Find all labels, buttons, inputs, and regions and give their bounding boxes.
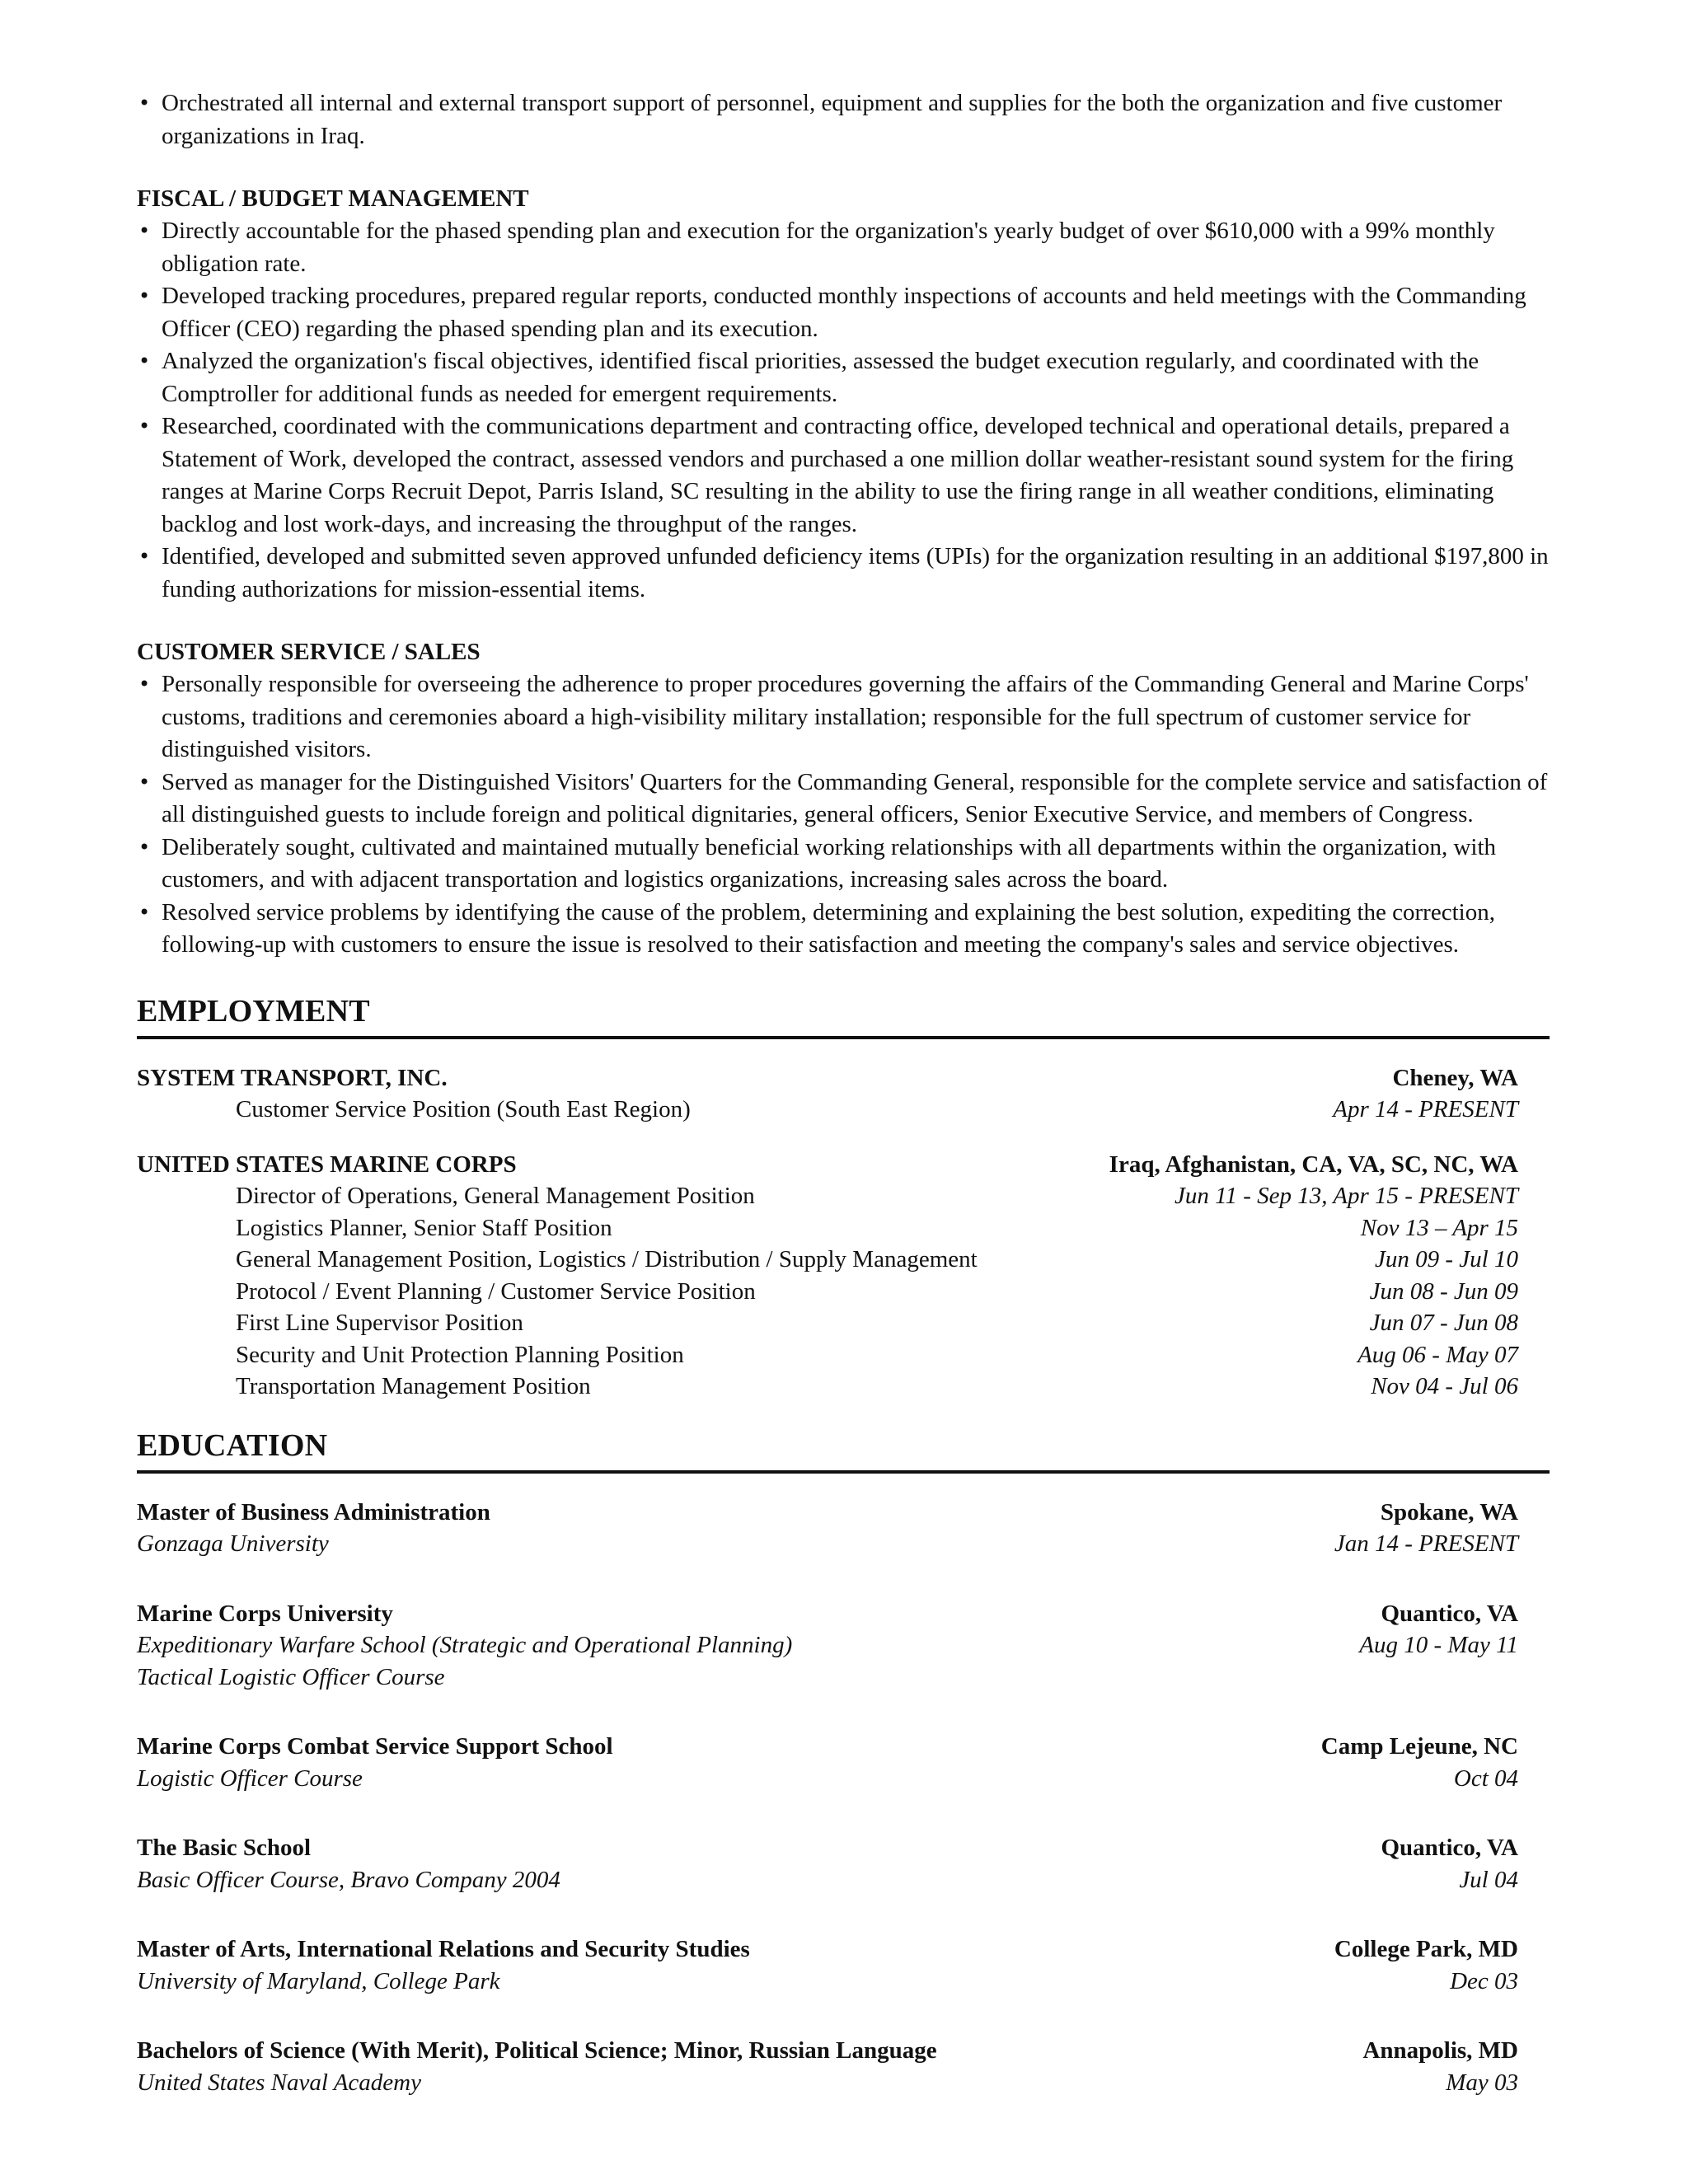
school-location: Spokane, WA bbox=[1380, 1498, 1518, 1526]
position-title: Logistics Planner, Senior Staff Position bbox=[236, 1214, 612, 1241]
degree-name: Bachelors of Science (With Merit), Political Science; Minor, Russian Language bbox=[137, 2037, 937, 2064]
education-dates: Oct 04 bbox=[1453, 1765, 1518, 1792]
bullet-item: • Resolved service problems by identifying the cause of the problem, determining and explaining the best solution, expediting the correction, following-up with customers to ensure the issue is resolved to their satisfaction and meeting the company's sales and service objectives. bbox=[137, 897, 1550, 962]
customer-service-section bbox=[137, 635, 1550, 962]
employer-entry bbox=[137, 1149, 1550, 1403]
employer-location: Cheney, WA bbox=[1392, 1064, 1518, 1091]
school-location: Camp Lejeune, NC bbox=[1320, 1733, 1518, 1760]
education-dates: Jul 04 bbox=[1459, 1866, 1518, 1893]
customer-service-heading: CUSTOMER SERVICE / SALES bbox=[137, 639, 481, 665]
position-dates: Jun 11 - Sep 13, Apr 15 - PRESENT bbox=[1175, 1183, 1518, 1209]
course-name: Tactical Logistic Officer Course bbox=[137, 1663, 445, 1690]
fiscal-heading: FISCAL / BUDGET MANAGEMENT bbox=[137, 185, 529, 212]
position-title: General Management Position, Logistics / Distribution / Supply Management bbox=[236, 1246, 978, 1272]
education-entry bbox=[137, 2035, 1550, 2098]
course-name: Basic Officer Course, Bravo Company 2004 bbox=[137, 1866, 560, 1893]
education-section bbox=[137, 1426, 1550, 2099]
bullet-item: • Directly accountable for the phased spending plan and execution for the organization's yearly budget of over $610,000 with a 99% monthly obligation rate. bbox=[137, 215, 1550, 280]
customer-service-bullet-list bbox=[137, 668, 1550, 962]
position-title: Customer Service Position (South East Region) bbox=[236, 1096, 691, 1122]
position-dates: Nov 13 – Apr 15 bbox=[1360, 1214, 1518, 1241]
bullet-item: • Orchestrated all internal and external transport support of personnel, equipment and supplies for the both the organization and five customer organizations in Iraq. bbox=[137, 87, 1550, 152]
education-dates: Aug 10 - May 11 bbox=[1359, 1632, 1518, 1658]
education-dates: May 03 bbox=[1446, 2069, 1518, 2096]
degree-name: Marine Corps University bbox=[137, 1600, 393, 1627]
fiscal-section bbox=[137, 182, 1550, 606]
bullet-item: • Researched, coordinated with the communications department and contracting office, developed technical and operational details, prepared a Statement of Work, developed the contract, assessed vendors and purchased a one million dollar weather-resistant sound system for the firing ranges at Marine Corps Recruit Depot, Parris Island, SC resulting in the ability to use the firing range in all weather conditions, eliminating backlog and lost work-days, and increasing the throughput of the ranges. bbox=[137, 410, 1550, 541]
bullet-item: • Developed tracking procedures, prepared regular reports, conducted monthly inspections of accounts and held meetings with the Commanding Officer (CEO) regarding the phased spending plan and its execution. bbox=[137, 280, 1550, 345]
bullet-item: • Deliberately sought, cultivated and maintained mutually beneficial working relationships with all departments within the organization, with customers, and with adjacent transportation and logistics organizations, increasing sales across the board. bbox=[137, 832, 1550, 897]
school-location: Quantico, VA bbox=[1381, 1600, 1518, 1627]
position-dates: Jun 08 - Jun 09 bbox=[1369, 1277, 1518, 1305]
resume-page bbox=[137, 87, 1550, 2098]
position-dates: Jun 07 - Jun 08 bbox=[1369, 1310, 1518, 1336]
bullet-item: • Analyzed the organization's fiscal objectives, identified fiscal priorities, assessed the budget execution regularly, and coordinated with the Comptroller for additional funds as needed for emergent requirements. bbox=[137, 345, 1550, 410]
position-dates: Aug 06 - May 07 bbox=[1357, 1341, 1518, 1368]
school-name: Expeditionary Warfare School (Strategic and Operational Planning) bbox=[137, 1632, 793, 1658]
education-entry bbox=[137, 1832, 1550, 1896]
bullet-item: • Served as manager for the Distinguished Visitors' Quarters for the Commanding General, responsible for the complete service and satisfaction of all distinguished guests to include foreign and political dignitaries, general officers, Senior Executive Service, and members of Congress. bbox=[137, 766, 1550, 832]
employer-entry bbox=[137, 1062, 1550, 1126]
employment-section bbox=[137, 991, 1550, 1403]
position-title: Transportation Management Position bbox=[236, 1373, 591, 1399]
degree-name: Marine Corps Combat Service Support School bbox=[137, 1733, 613, 1760]
school-name: Gonzaga University bbox=[137, 1530, 329, 1557]
school-location: Quantico, VA bbox=[1381, 1835, 1518, 1861]
school-name: United States Naval Academy bbox=[137, 2069, 421, 2096]
education-entry bbox=[137, 1497, 1550, 1560]
position-dates: Apr 14 - PRESENT bbox=[1333, 1096, 1518, 1122]
fiscal-bullet-list bbox=[137, 215, 1550, 606]
degree-name: Master of Arts, International Relations and Security Studies bbox=[137, 1936, 750, 1962]
school-name: University of Maryland, College Park bbox=[137, 1967, 500, 1994]
bullet-item: • Personally responsible for overseeing the adherence to proper procedures governing the affairs of the Commanding General and Marine Corps' customs, traditions and ceremonies aboard a high-visibility military installation; responsible for the full spectrum of customer service for distinguished visitors. bbox=[137, 668, 1550, 766]
school-location: Annapolis, MD bbox=[1362, 2037, 1518, 2064]
education-dates: Dec 03 bbox=[1450, 1967, 1518, 1994]
education-dates: Jan 14 - PRESENT bbox=[1334, 1530, 1518, 1557]
position-title: Security and Unit Protection Planning Position bbox=[236, 1341, 684, 1368]
position-title: Director of Operations, General Management Position bbox=[236, 1183, 755, 1209]
position-dates: Nov 04 - Jul 06 bbox=[1371, 1373, 1518, 1399]
position-title: First Line Supervisor Position bbox=[236, 1310, 523, 1336]
education-title: EDUCATION bbox=[137, 1427, 328, 1463]
education-entry bbox=[137, 1933, 1550, 1997]
school-location: College Park, MD bbox=[1334, 1936, 1518, 1962]
employer-location: Iraq, Afghanistan, CA, VA, SC, NC, WA bbox=[1109, 1151, 1518, 1178]
education-entry bbox=[137, 1598, 1550, 1694]
bullet-item: • Identified, developed and submitted seven approved unfunded deficiency items (UPIs) for the organization resulting in an additional $197,800 in funding authorizations for mission-essential items. bbox=[137, 541, 1550, 606]
education-entry bbox=[137, 1731, 1550, 1794]
employer-name: SYSTEM TRANSPORT, INC. bbox=[137, 1064, 448, 1091]
position-dates: Jun 09 - Jul 10 bbox=[1375, 1246, 1518, 1272]
position-title: Protocol / Event Planning / Customer Service Position bbox=[236, 1277, 756, 1305]
degree-name: Master of Business Administration bbox=[137, 1498, 490, 1526]
education-dates bbox=[1518, 1661, 1550, 1694]
employer-name: UNITED STATES MARINE CORPS bbox=[137, 1151, 517, 1178]
top-bullet-list bbox=[137, 87, 1550, 152]
employment-title: EMPLOYMENT bbox=[137, 993, 370, 1029]
course-name: Logistic Officer Course bbox=[137, 1765, 363, 1792]
degree-name: The Basic School bbox=[137, 1835, 312, 1861]
